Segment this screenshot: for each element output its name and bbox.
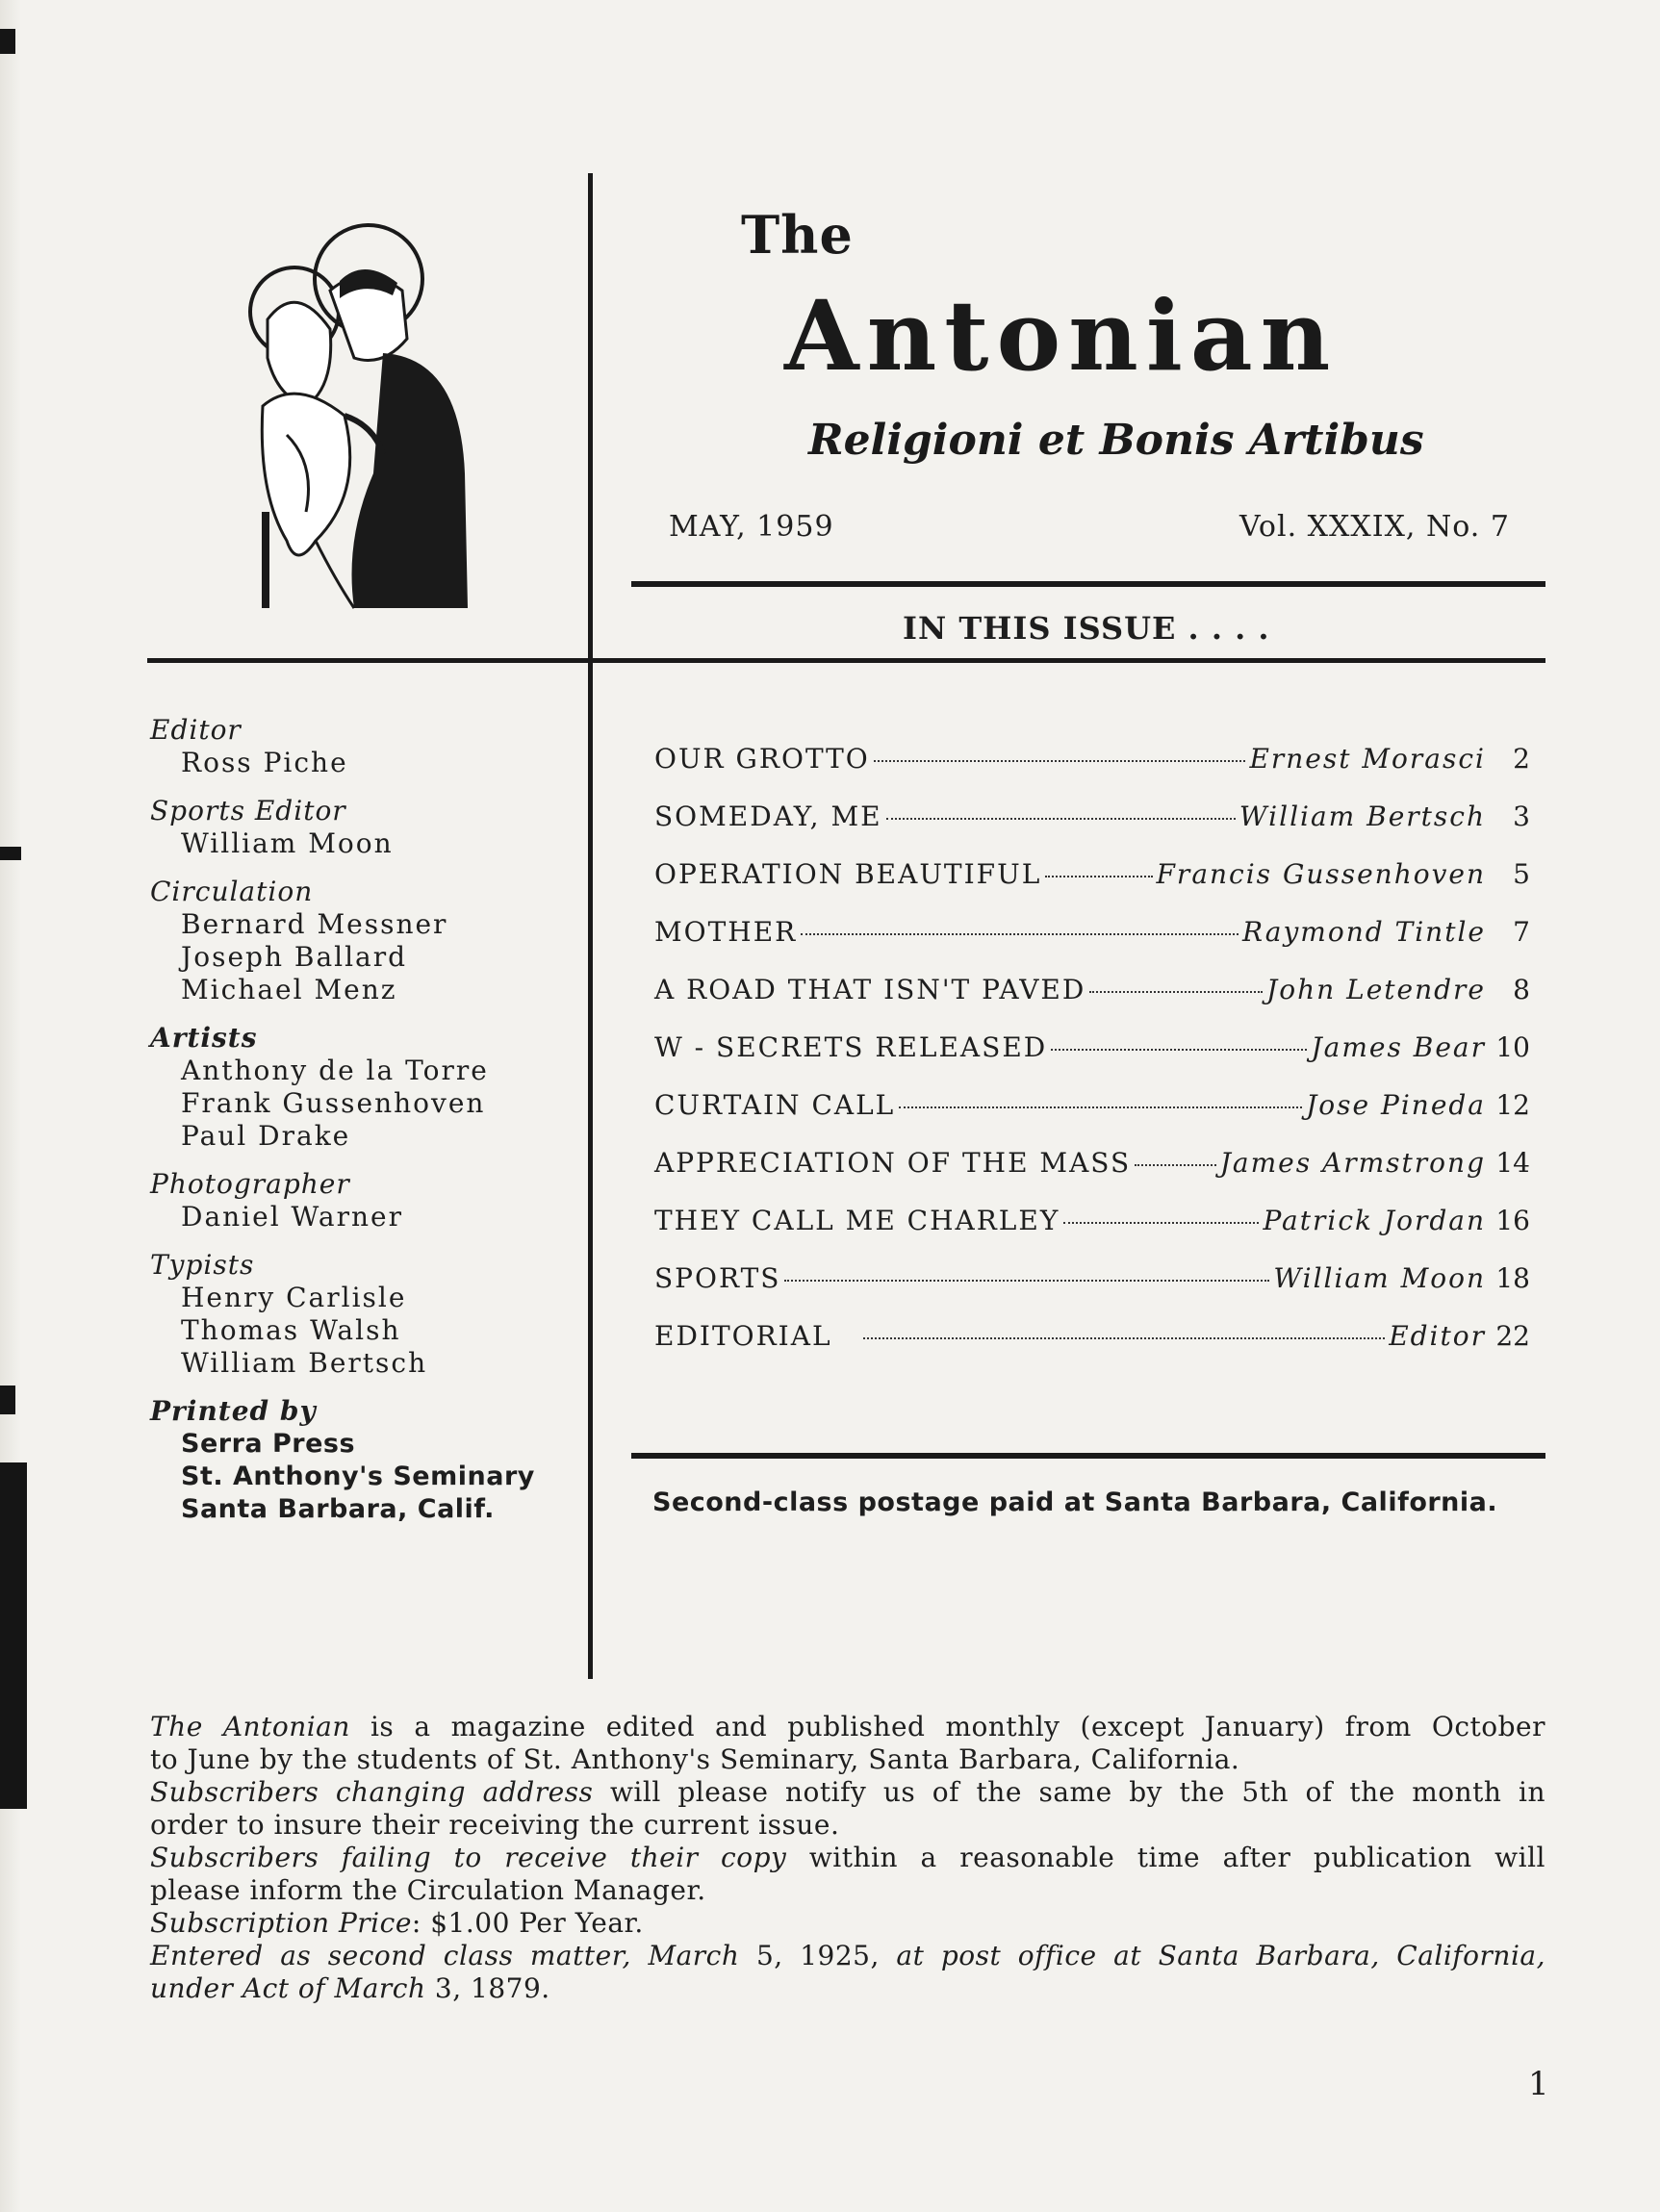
toc-page: 2 [1513,743,1530,775]
staff-role: Artists [150,1022,258,1054]
toc-leader [1063,1222,1259,1224]
magazine-title: Antonian [784,279,1339,393]
staff-group [150,1249,574,1380]
staff-name: William Moon [181,827,394,859]
staff-role: Typists [150,1249,255,1281]
notice-text: will please notify us of the same by the 5th of the month in [593,1776,1546,1808]
table-of-contents [654,743,1530,1378]
toc-author: John Letendre [1266,974,1486,1005]
toc-title: MOTHER [654,916,798,948]
toc-leader [874,760,1246,762]
notice-text: 5, 1925, [739,1940,897,1971]
toc-entry [654,1205,1530,1262]
toc-page: 5 [1513,858,1530,890]
toc-leader [801,933,1239,935]
paper-edge [0,0,21,2212]
toc-page: 16 [1495,1205,1530,1236]
toc-author: James Bear [1311,1031,1486,1063]
staff-name: Bernard Messner [181,908,448,940]
staff-group [150,714,574,779]
toc-author: Francis Gussenhoven [1156,858,1486,890]
magazine-motto: Religioni et Bonis Artibus [808,416,1424,465]
toc-entry [654,1147,1530,1205]
notice-text: 3, 1879. [425,1972,550,2004]
toc-entry [654,1262,1530,1320]
toc-author: Raymond Tintle [1242,916,1486,948]
toc-leader [784,1280,1269,1282]
toc-page: 22 [1495,1320,1530,1352]
notice-text: is a magazine edited and published monthly (except January) from October [349,1711,1545,1742]
toc-page: 10 [1495,1031,1530,1063]
toc-author: Ernest Morasci [1249,743,1486,775]
toc-entry [654,974,1530,1031]
staff-name: Anthony de la Torre [181,1055,489,1086]
staff-role: Sports Editor [150,795,346,826]
toc-title: APPRECIATION OF THE MASS [654,1147,1132,1179]
issue-volume: Vol. XXXIX, No. 7 [1239,510,1510,544]
toc-page: 12 [1495,1089,1530,1121]
toc-heading: IN THIS ISSUE . . . . [903,610,1270,647]
toc-leader [899,1106,1302,1108]
toc-page: 18 [1495,1262,1530,1294]
staff-group [150,795,574,860]
toc-leader [863,1337,1386,1339]
binding-mark [0,29,15,54]
st-anthony-emblem [239,223,479,616]
staff-name: Michael Menz [181,974,397,1005]
toc-leader [1045,876,1152,877]
toc-page: 3 [1513,801,1530,832]
notice-italic: Subscribers changing address [150,1776,594,1808]
staff-name: Serra Press [181,1429,356,1459]
toc-title: SPORTS [654,1262,781,1294]
staff-name: Thomas Walsh [181,1314,401,1346]
toc-page: 7 [1513,916,1530,948]
toc-entry [654,801,1530,858]
publication-notice [150,1711,1545,2005]
toc-title: OPERATION BEAUTIFUL [654,858,1042,890]
notice-text: : $1.00 Per Year. [411,1907,644,1939]
notice-italic: under Act of March [150,1972,426,2004]
notice-line [150,1940,1545,1972]
toc-page: 8 [1513,974,1530,1005]
toc-entry [654,743,1530,801]
toc-title: CURTAIN CALL [654,1089,896,1121]
binding-mark [0,847,21,860]
staff-group [150,1022,574,1153]
staff-role: Circulation [150,876,314,907]
staff-name: Paul Drake [181,1120,351,1152]
notice-line [150,1776,1545,1809]
staff-name: Henry Carlisle [181,1282,407,1313]
notice-italic: Subscribers failing to receive their copy [150,1842,787,1873]
staff-name: Joseph Ballard [181,941,408,973]
issue-date: MAY, 1959 [669,510,834,544]
toc-author: Patrick Jordan [1263,1205,1486,1236]
notice-italic: Subscription Price [150,1907,412,1939]
toc-title: W - SECRETS RELEASED [654,1031,1048,1063]
staff-name: Ross Piche [181,747,348,778]
toc-entry [654,1031,1530,1089]
staff-name: Santa Barbara, Calif. [181,1494,495,1524]
notice-italic: The Antonian [150,1711,350,1742]
staff-name: St. Anthony's Seminary [181,1462,535,1491]
masthead-rule [631,581,1545,587]
toc-page: 14 [1495,1147,1530,1179]
toc-entry [654,858,1530,916]
binding-mark [0,1386,15,1414]
staff-name: William Bertsch [181,1347,428,1379]
notice-italic: at post office at Santa Barbara, California, [896,1940,1545,1971]
notice-line: to June by the students of St. Anthony's Seminary, Santa Barbara, California. [150,1743,1240,1775]
staff-role: Photographer [150,1168,350,1200]
toc-title: EDITORIAL [654,1320,832,1352]
toc-title: THEY CALL ME CHARLEY [654,1205,1060,1236]
toc-entry [654,1320,1530,1378]
toc-title: OUR GROTTO [654,743,870,775]
toc-leader [1089,991,1263,993]
notice-line [150,1907,1545,1940]
staff-list [150,714,574,1541]
staff-role: Editor [150,714,242,746]
toc-bottom-rule [631,1453,1545,1459]
toc-entry [654,916,1530,974]
toc-entry [654,1089,1530,1147]
notice-line [150,1711,1545,1743]
masthead-the: The [741,204,854,266]
toc-author: Jose Pineda [1306,1089,1486,1121]
toc-author: William Bertsch [1239,801,1486,832]
toc-author: Editor [1389,1320,1486,1352]
notice-italic: Entered as second class matter, March [150,1940,740,1971]
staff-role: Printed by [150,1395,317,1427]
staff-name: Daniel Warner [181,1201,403,1233]
staff-group [150,1395,574,1526]
toc-title: A ROAD THAT ISN'T PAVED [654,974,1086,1005]
vertical-divider [588,173,593,1679]
toc-author: William Moon [1273,1262,1486,1294]
toc-leader [1135,1164,1216,1166]
notice-line [150,1842,1545,1874]
toc-author: James Armstrong [1219,1147,1486,1179]
horizontal-divider [147,658,1545,663]
notice-line [150,1972,1545,2005]
postage-note: Second-class postage paid at Santa Barbara, California. [652,1487,1498,1517]
notice-line: please inform the Circulation Manager. [150,1874,706,1906]
staff-group [150,1168,574,1233]
staff-group [150,876,574,1006]
binding-tear [0,1462,27,1809]
toc-leader [886,818,1236,820]
toc-leader [1051,1049,1307,1051]
toc-title: SOMEDAY, ME [654,801,882,832]
staff-name: Frank Gussenhoven [181,1087,486,1119]
notice-text: within a reasonable time after publication will [786,1842,1545,1873]
page-number: 1 [1528,2065,1549,2103]
notice-line: order to insure their receiving the current issue. [150,1809,840,1841]
